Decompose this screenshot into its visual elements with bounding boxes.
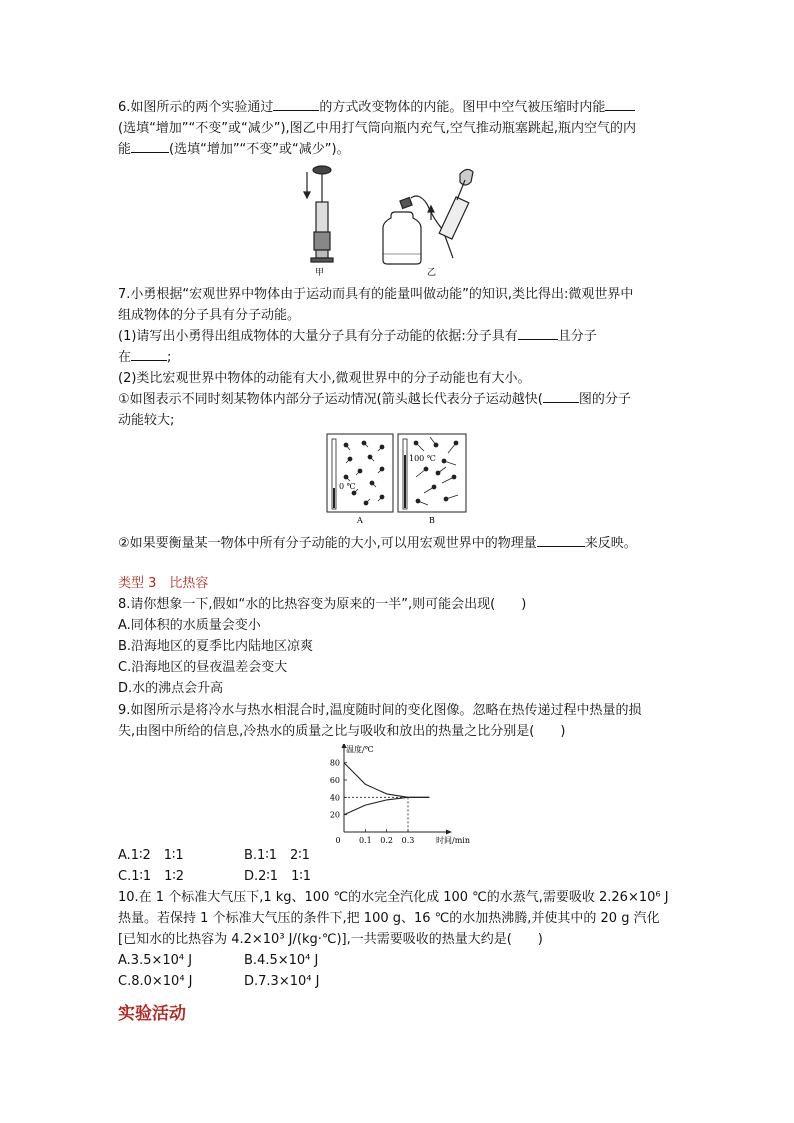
q7-blank-3[interactable] <box>543 390 579 403</box>
q9-option-a[interactable]: A.1∶2 1∶1 <box>118 848 184 863</box>
q6-text: (选填“增加”“不变”或“减少”)。 <box>169 142 350 157</box>
label-yi: 乙 <box>427 268 437 278</box>
q8-option-c[interactable]: C.沿海地区的昼夜温差会变大 <box>118 660 288 675</box>
panel-b-temp: 100 ℃ <box>409 454 436 463</box>
series-line-cold-water <box>344 797 429 814</box>
q6-line-3 <box>118 140 350 160</box>
q8-option-b[interactable]: B.沿海地区的夏季比内陆地区凉爽 <box>118 639 314 654</box>
experiment-heading: 实验活动 <box>118 1004 186 1024</box>
q7-line-1: 7.小勇根据“宏观世界中物体由于运动而具有的能量叫做动能”的知识,类比得出:微观世界中 <box>118 287 634 302</box>
q7-line-2: 组成物体的分子具有分子动能。 <box>118 308 301 323</box>
q10-line-1: 10.在 1 个标准大气压下,1 kg、100 ℃的水完全汽化成 100 ℃的水蒸气,需要吸收 2.26×10⁶ J <box>118 890 669 905</box>
q7-text: ①如图表示不同时刻某物体内部分子运动情况(箭头越长代表分子运动越快( <box>118 392 543 407</box>
q8-option-a[interactable]: A.同体积的水质量会变小 <box>118 618 261 633</box>
q9-option-c[interactable]: C.1∶1 1∶2 <box>118 869 185 884</box>
q6-blank-2[interactable] <box>605 98 635 111</box>
q6-text: 能 <box>118 142 132 157</box>
q7-molecule-figure <box>326 433 470 527</box>
q7-blank-1[interactable] <box>518 327 558 340</box>
panel-a-temp: 0 ℃ <box>339 482 356 491</box>
q7-line-6 <box>118 390 631 410</box>
q7-text: ; <box>167 350 172 365</box>
y-tick-label: 20 <box>329 810 340 820</box>
q6-text: 的方式改变物体的内能。图甲中空气被压缩时内能 <box>319 100 606 115</box>
q10-option-b[interactable]: B.4.5×10⁴ J <box>244 953 319 968</box>
q9-temperature-chart <box>320 744 470 846</box>
x-tick-label: 0.3 <box>401 836 415 845</box>
q10-option-d[interactable]: D.7.3×10⁴ J <box>244 974 320 989</box>
q10-option-a[interactable]: A.3.5×10⁴ J <box>118 953 193 968</box>
panel-b <box>398 434 466 512</box>
q8-option-d[interactable]: D.水的沸点会升高 <box>118 681 224 696</box>
q9-option-d[interactable]: D.2∶1 1∶1 <box>244 869 311 884</box>
q7-line-4 <box>118 348 171 368</box>
q6-blank-3[interactable] <box>131 140 169 153</box>
q6-line-2: (选填“增加”“不变”或“减少”),图乙中用打气筒向瓶内充气,空气推动瓶塞跳起,瓶内空气的内 <box>118 121 636 136</box>
q6-line-1 <box>118 98 635 118</box>
q10-option-c[interactable]: C.8.0×10⁴ J <box>118 974 193 989</box>
q7-text: (1)请写出小勇得出组成物体的大量分子具有分子动能的依据:分子具有 <box>118 329 518 344</box>
q7-blank-2[interactable] <box>131 348 167 361</box>
x-axis-arrow <box>446 830 452 835</box>
q7-blank-4[interactable] <box>537 534 585 547</box>
q7-line-7: 动能较大; <box>118 413 175 428</box>
q9-option-b[interactable]: B.1∶1 2∶1 <box>244 848 310 863</box>
panel-a <box>327 434 393 512</box>
label-jia: 甲 <box>315 268 325 278</box>
q10-line-3: [已知水的比热容为 4.2×10³ J/(kg·℃)],一共需要吸收的热量大约是( ) <box>118 932 543 947</box>
q10-line-2: 热量。若保持 1 个标准大气压的条件下,把 100 g、16 ℃的水加热沸腾,并使其中的 20 g 汽化 <box>118 911 660 926</box>
x-tick-label: 0.2 <box>380 836 394 845</box>
q7-line-3 <box>118 327 597 347</box>
bottle-pump-illustration <box>383 169 473 264</box>
chart-axes <box>330 744 452 845</box>
q6-figure <box>295 162 485 280</box>
label-a: A <box>357 516 363 525</box>
q9-line-1: 9.如图所示是将冷水与热水相混合时,温度随时间的变化图像。忽略在热传递过程中热量的损 <box>118 703 642 718</box>
q7-text: 图的分子 <box>578 392 631 407</box>
chart-y-label: 温度/℃ <box>346 745 374 754</box>
q7-line-5: (2)类比宏观世界中物体的动能有大小,微观世界中的分子动能也有大小。 <box>118 371 531 386</box>
compression-tube-illustration <box>304 166 333 262</box>
section-heading: 类型 3 比热容 <box>118 576 209 591</box>
q8-stem: 8.请你想象一下,假如“水的比热容变为原来的一半”,则可能会出现( ) <box>118 597 527 612</box>
y-tick-label: 60 <box>329 776 340 785</box>
q7-text: 来反映。 <box>584 536 637 551</box>
y-tick-label: 40 <box>329 793 340 803</box>
q6-blank-1[interactable] <box>273 98 319 111</box>
q6-text: 6.如图所示的两个实验通过 <box>118 100 274 115</box>
q7-text: ②如果要衡量某一物体中所有分子动能的大小,可以用宏观世界中的物理量 <box>118 536 537 551</box>
q7-text: 且分子 <box>557 329 597 344</box>
q9-line-2: 失,由图中所给的信息,冷热水的质量之比与吸收和放出的热量之比分别是( ) <box>118 724 566 739</box>
label-b: B <box>429 516 435 525</box>
chart-x-label: 时间/min <box>436 836 470 845</box>
y-tick-label: 80 <box>329 758 340 768</box>
x-tick-label: 0.1 <box>358 836 372 845</box>
x-tick-label: 0 <box>335 836 341 845</box>
q7-text: 在 <box>118 350 132 365</box>
series-line-hot-water <box>344 763 429 798</box>
q7-line-8 <box>118 534 637 554</box>
